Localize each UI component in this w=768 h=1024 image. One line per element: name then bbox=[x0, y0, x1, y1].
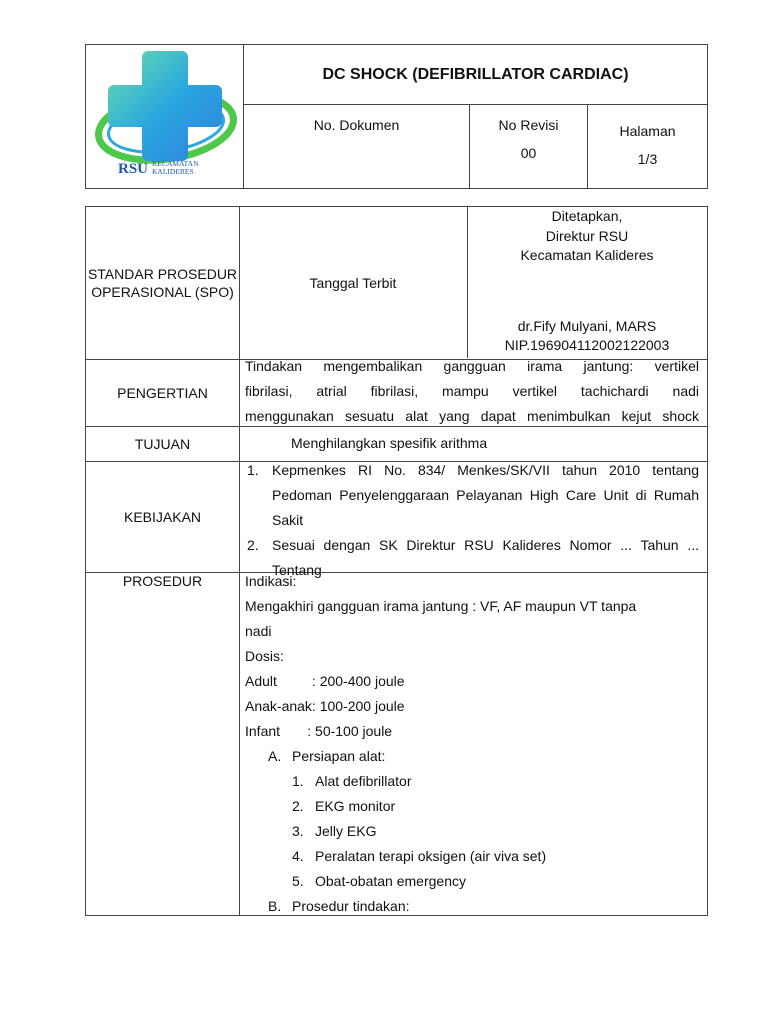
section-a-title: Persiapan alat: bbox=[292, 748, 386, 764]
spo-table bbox=[85, 206, 708, 916]
page-cell bbox=[588, 105, 707, 188]
tool-item bbox=[292, 869, 699, 894]
kebijakan-item-text: Sesuai dengan SK Direktur RSU Kalideres Nomor ... Tahun ... Tentang bbox=[272, 537, 699, 578]
approval-line-1: Ditetapkan, bbox=[551, 208, 623, 224]
tujuan-label: TUJUAN bbox=[134, 435, 191, 452]
section-b bbox=[268, 894, 699, 919]
doc-number-label: No. Dokumen bbox=[313, 117, 400, 133]
tool-item-number: 5. bbox=[292, 873, 304, 889]
tool-item-text: Jelly EKG bbox=[315, 823, 377, 839]
issue-date-label: Tanggal Terbit bbox=[309, 275, 397, 291]
indikasi-text-line-2: nadi bbox=[245, 623, 272, 639]
issue-date-cell bbox=[239, 207, 467, 359]
tool-item-number: 2. bbox=[292, 798, 304, 814]
page-value: 1/3 bbox=[637, 151, 658, 167]
kebijakan-label: KEBIJAKAN bbox=[123, 508, 202, 525]
revision-cell bbox=[470, 105, 588, 188]
spo-label: STANDAR PROSEDUR OPERASIONAL (SPO) bbox=[87, 266, 238, 300]
tool-item-text: Peralatan terapi oksigen (air viva set) bbox=[315, 848, 547, 864]
document-header bbox=[85, 44, 708, 189]
tool-item-text: Obat-obatan emergency bbox=[315, 873, 466, 889]
prosedur-content bbox=[245, 569, 699, 919]
revision-value: 00 bbox=[520, 145, 537, 161]
section-b-title: Prosedur tindakan: bbox=[292, 898, 410, 914]
logo-cross bbox=[108, 51, 222, 161]
tool-item bbox=[292, 819, 699, 844]
dosis-label: Dosis: bbox=[245, 648, 284, 664]
tool-item bbox=[292, 844, 699, 869]
section-b-letter: B. bbox=[268, 898, 282, 914]
svg-text:RSU: RSU bbox=[118, 161, 149, 177]
kebijakan-item bbox=[247, 458, 699, 533]
page-label: Halaman bbox=[619, 123, 676, 139]
tool-item bbox=[292, 769, 699, 794]
tool-item-number: 4. bbox=[292, 848, 304, 864]
logo-cell bbox=[86, 45, 244, 188]
approval-line-3: Kecamatan Kalideres bbox=[520, 247, 654, 263]
document-title: DC SHOCK (DEFIBRILLATOR CARDIAC) bbox=[244, 45, 707, 105]
indikasi-text-line-1: Mengakhiri gangguan irama jantung : VF, AF maupun VT tanpa bbox=[245, 598, 637, 614]
tujuan-text: Menghilangkan spesifik arithma bbox=[291, 435, 488, 451]
kebijakan-item-number: 2. bbox=[247, 537, 259, 553]
doc-number-cell bbox=[244, 105, 470, 188]
indikasi-label: Indikasi: bbox=[245, 573, 297, 589]
signatory-nip: NIP.196904112002122003 bbox=[504, 337, 670, 353]
kebijakan-list bbox=[247, 458, 699, 583]
hospital-logo bbox=[86, 45, 244, 188]
pengertian-line-2: fibrilasi, atrial fibrilasi, mampu vertikel tachichardi nadi bbox=[245, 383, 699, 399]
signatory-name: dr.Fify Mulyani, MARS bbox=[517, 317, 657, 334]
approval-cell bbox=[467, 207, 707, 359]
tool-item bbox=[292, 794, 699, 819]
tool-item-number: 1. bbox=[292, 773, 304, 789]
dose-infant: Infant : 50-100 joule bbox=[245, 723, 393, 739]
tool-item-text: EKG monitor bbox=[315, 798, 396, 814]
revision-label: No Revisi bbox=[498, 117, 559, 133]
tool-item-number: 3. bbox=[292, 823, 304, 839]
pengertian-line-3: menggunakan sesuatu alat yang dapat menimbulkan kejut shock bbox=[245, 408, 699, 424]
kebijakan-item-text: Kepmenkes RI No. 834/ Menkes/SK/VII tahun 2010 tentang Pedoman Penyelenggaraan Pelayanan High Care Unit di Rumah Sakit bbox=[272, 462, 699, 528]
svg-text:KALIDERES: KALIDERES bbox=[152, 167, 194, 176]
pengertian-label: PENGERTIAN bbox=[117, 384, 208, 401]
dose-child: Anak-anak: 100-200 joule bbox=[245, 698, 405, 714]
prosedur-label: PROSEDUR bbox=[122, 573, 203, 589]
pengertian-line-1: Tindakan mengembalikan gangguan irama jantung: vertikel bbox=[245, 358, 699, 374]
pengertian-text bbox=[245, 354, 699, 429]
section-a-letter: A. bbox=[268, 748, 282, 764]
svg-text:KECAMATAN: KECAMATAN bbox=[152, 159, 199, 168]
tool-item-text: Alat defibrillator bbox=[315, 773, 412, 789]
dose-adult: Adult : 200-400 joule bbox=[245, 673, 405, 689]
approval-line-2: Direktur RSU bbox=[545, 227, 629, 244]
kebijakan-item-number: 1. bbox=[247, 462, 259, 478]
section-a bbox=[268, 744, 699, 769]
